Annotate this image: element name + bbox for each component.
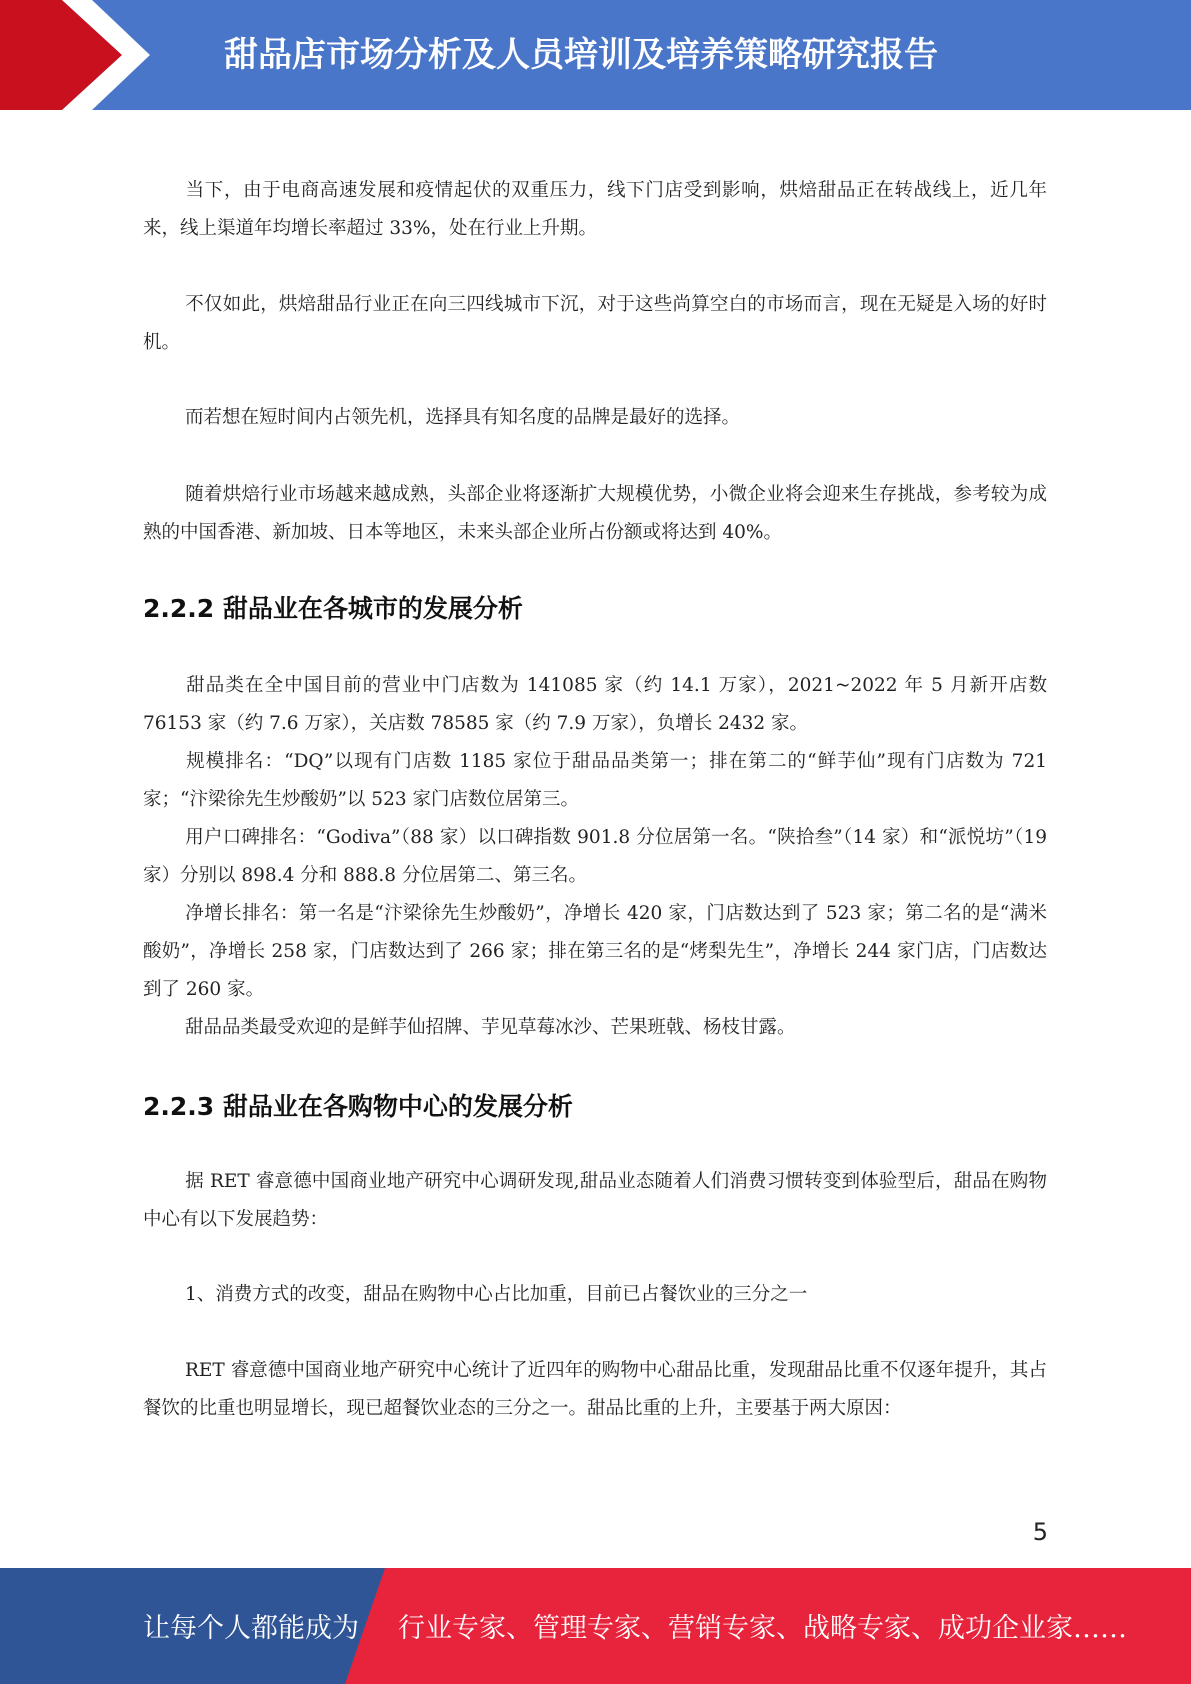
paragraph: 甜品品类最受欢迎的是鲜芋仙招牌、芋见草莓冰沙、芒果班戟、杨枝甘露。: [185, 1017, 796, 1038]
report-title: 甜品店市场分析及人员培训及培养策略研究报告: [224, 35, 938, 75]
paragraph: 据 RET 睿意德中国商业地产研究中心调研发现,甜品业态随着人们消费习惯转变到体验型后，甜品在购物中心有以下发展趋势：: [143, 1171, 1047, 1230]
page-number: 5: [1032, 1518, 1048, 1546]
paragraph: 不仅如此，烘焙甜品行业正在向三四线城市下沉，对于这些尚算空白的市场而言，现在无疑是入场的好时机。: [143, 294, 1047, 353]
paragraph: 净增长排名：第一名是“汴梁徐先生炒酸奶”，净增长 420 家，门店数达到了 523 家；第二名的是“满米酸奶”，净增长 258 家，门店数达到了 266 家；排在第三名的是“烤梨先生”，净增长 244 家门店，门店数达到了 260 家。: [143, 903, 1047, 1000]
paragraph: RET 睿意德中国商业地产研究中心统计了近四年的购物中心甜品比重，发现甜品比重不仅逐年提升，其占餐饮的比重也明显增长，现已超餐饮业态的三分之一。甜品比重的上升，主要基于两大原因：: [143, 1360, 1047, 1419]
page-header: [0, 0, 1191, 110]
paragraph: 当下，由于电商高速发展和疫情起伏的双重压力，线下门店受到影响，烘焙甜品正在转战线上，近几年来，线上渠道年均增长率超过 33%，处在行业上升期。: [143, 180, 1047, 239]
paragraph: 随着烘焙行业市场越来越成熟，头部企业将逐渐扩大规模优势，小微企业将会迎来生存挑战，参考较为成熟的中国香港、新加坡、日本等地区，未来头部企业所占份额或将达到 40%。: [143, 484, 1047, 543]
paragraph: 而若想在短时间内占领先机，选择具有知名度的品牌是最好的选择。: [185, 407, 741, 428]
section-heading: 2.2.3 甜品业在各购物中心的发展分析: [143, 1092, 573, 1121]
paragraph: 用户口碑排名：“Godiva”（88 家）以口碑指数 901.8 分位居第一名。“陕拾叁”（14 家）和“派悦坊”（19 家）分别以 898.4 分和 888.8 分位居第二、第三名。: [143, 827, 1047, 886]
footer-slogan-right: 行业专家、管理专家、营销专家、战略专家、成功企业家……: [398, 1613, 1127, 1644]
footer-slogan-left: 让每个人都能成为: [143, 1613, 359, 1644]
paragraph: 1、消费方式的改变，甜品在购物中心占比加重，目前已占餐饮业的三分之一: [185, 1284, 808, 1305]
paragraph: 甜品类在全中国目前的营业中门店数为 141085 家（约 14.1 万家），2021~2022 年 5 月新开店数 76153 家（约 7.6 万家），关店数 78585 家（约 7.9 万家），负增长 2432 家。: [143, 675, 1047, 734]
paragraph: 规模排名：“DQ”以现有门店数 1185 家位于甜品品类第一；排在第二的“鲜芋仙”现有门店数为 721 家；“汴梁徐先生炒酸奶”以 523 家门店数位居第三。: [143, 751, 1047, 810]
page-footer: [0, 1568, 1191, 1684]
section-heading: 2.2.2 甜品业在各城市的发展分析: [143, 594, 523, 623]
